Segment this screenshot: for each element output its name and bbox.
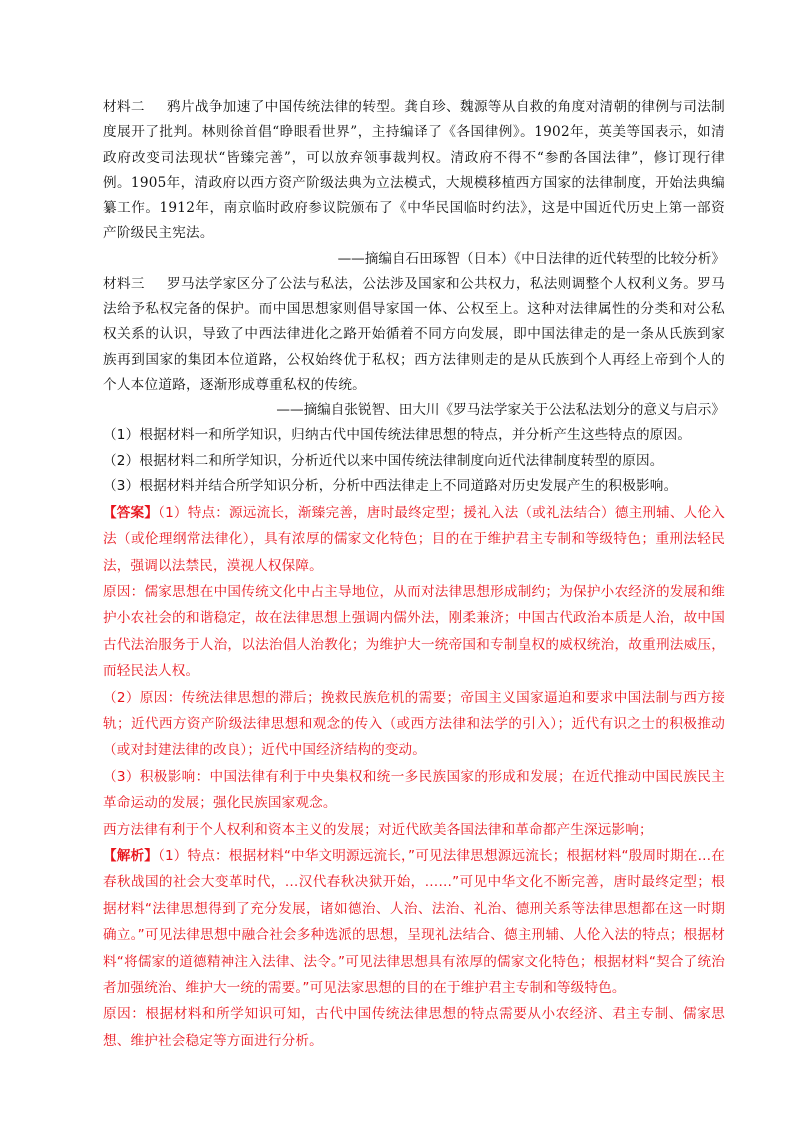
document-page bbox=[103, 95, 725, 1054]
analysis-paragraph-2: 原因：根据材料和所学知识可知，古代中国传统法律思想的特点需要从小农经济、君主专制、儒家思想、维护社会稳定等方面进行分析。 bbox=[103, 1006, 725, 1049]
analysis-paragraph-1 bbox=[103, 843, 725, 1001]
answer-paragraph-3: （2）原因：传统法律思想的滞后；挽救民族危机的需要；帝国主义国家逼迫和要求中国法制与西方接轨；近代西方资产阶级法律思想和观念的传入（或西方法律和法学的引入）；近代有识之士的积极推动（或对封建法律的改良）；近代中国经济结构的变动。 bbox=[103, 689, 725, 759]
answer-paragraph-4: （3）积极影响：中国法律有利于中央集权和统一多民族国家的形成和发展；在近代推动中国民族民主革命运动的发展；强化民族国家观念。 bbox=[103, 768, 725, 812]
material-3-source: ——摘编自张锐智、田大川《罗马法学家关于公法私法划分的意义与启示》 bbox=[276, 402, 725, 419]
material-2-source: ——摘编自石田琢智（日本）《中日法律的近代转型的比较分析》 bbox=[337, 250, 725, 267]
answer-text-1: （1）特点：源远流长，渐臻完善，唐时最终定型；援礼入法（或礼法结合）德主刑辅、人伦入法（或伦理纲常法律化），具有浓厚的儒家文化特色；目的在于维护君主专制和等级特色；重刑法轻民法，强调以法禁民，漠视人权保障。 bbox=[103, 504, 725, 574]
material-3 bbox=[103, 272, 725, 398]
analysis-text-1: （1）特点：根据材料“中华文明源远流长，”可见法律思想源远流长；根据材料“殷周时期在…在春秋战国的社会大变革时代，…汉代春秋决狱开始，……”可见中华文化不断完善，唐时最终定型；根据材料“法律思想得到了充分发展，诸如德治、人治、法治、礼治、德刑关系等法律思想都在这一时期确立。”可见法律思想中融合社会多种选派的思想，呈现礼法结合、德主刑辅、人伦入法的特点；根据材料“将儒家的道德精神注入法律、法令。”可见法律思想具有浓厚的儒家文化特色；根据材料“契合了统治者加强统治、维护大一统的需要。”可见法家思想的目的在于维护君主专制和等级特色。 bbox=[103, 848, 725, 997]
analysis-tag: 【解析】 bbox=[103, 848, 159, 865]
answer-paragraph-1 bbox=[103, 500, 725, 579]
question-3: （3）根据材料并结合所学知识分析，分析中西法律走上不同道路对历史发展产生的积极影响。 bbox=[103, 478, 678, 495]
material-3-label: 材料三 bbox=[103, 275, 145, 292]
answer-paragraph-5: 西方法律有利于个人权利和资本主义的发展；对近代欧美各国法律和革命都产生深远影响； bbox=[103, 821, 653, 838]
material-3-text: 罗马法学家区分了公法与私法，公法涉及国家和公共权力，私法则调整个人权利义务。罗马法给予私权完备的保护。而中国思想家则倡导家国一体、公权至上。这种对法律属性的分类和对公私权关系的认识，导致了中西法律进化之路开始循着不同方向发展，即中国法律走的是一条从氏族到家族再到国家的集团本位道路，公权始终优于私权；西方法律则走的是从氏族到个人再经上帝到个人的个人本位道路，逐渐形成尊重私权的传统。 bbox=[103, 275, 726, 393]
material-2 bbox=[103, 95, 725, 247]
answer-paragraph-2: 原因：儒家思想在中国传统文化中占主导地位，从而对法律思想形成制约；为保护小农经济的发展和维护小农社会的和谐稳定，故在法律思想上强调内儒外法，刚柔兼济；中国古代政治本质是人治，故中国古代法治服务于人治，以法治倡人治教化；为维护大一统帝国和专制皇权的威权统治，故重刑法威压，而轻民法人权。 bbox=[103, 583, 725, 680]
question-1: （1）根据材料一和所学知识，归纳古代中国传统法律思想的特点，并分析产生这些特点的原因。 bbox=[103, 427, 692, 444]
answer-tag: 【答案】 bbox=[103, 504, 159, 521]
question-2: （2）根据材料二和所学知识，分析近代以来中国传统法律制度向近代法律制度转型的原因。 bbox=[103, 452, 664, 469]
material-2-label: 材料二 bbox=[103, 99, 145, 115]
material-2-text: 鸦片战争加速了中国传统法律的转型。龚自珍、魏源等从自救的角度对清朝的律例与司法制度展开了批判。林则徐首倡“睁眼看世界”，主持编译了《各国律例》。1902年，英美等国表示，如清政府改变司法现状“皆臻完善”，可以放弃领事裁判权。清政府不得不“参酌各国法律”，修订现行律例。1905年，清政府以西方资产阶级法典为立法模式，大规模移植西方国家的法律制度，开始法典编纂工作。1912年，南京临时政府参议院颁布了《中华民国临时约法》，这是中国近代历史上第一部资产阶级民主宪法。 bbox=[103, 99, 726, 242]
